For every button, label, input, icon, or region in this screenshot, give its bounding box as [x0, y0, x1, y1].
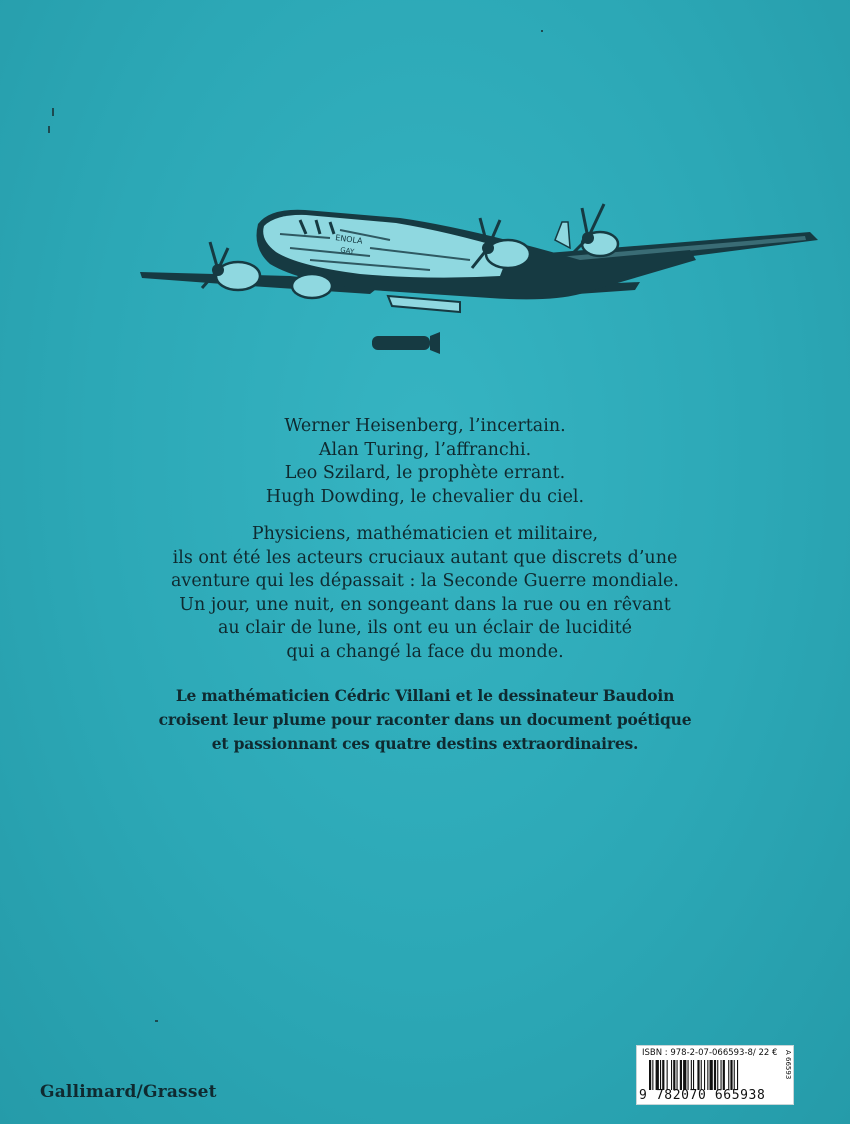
barcode-stripe [680, 1060, 682, 1090]
barcode-stripe [737, 1060, 738, 1090]
barcode-digits: 9 782070 665938 [639, 1088, 766, 1103]
barcode-stripe [707, 1060, 708, 1090]
barcode-stripe [701, 1060, 702, 1090]
barcode-stripe [721, 1060, 722, 1090]
ink-speck [48, 126, 50, 133]
intro-line: Werner Heisenberg, l’incertain. [284, 416, 566, 436]
svg-text:ENOLA: ENOLA [334, 233, 364, 246]
barcode-stripe [717, 1060, 718, 1090]
barcode-label [636, 1045, 794, 1105]
ink-speck [541, 30, 543, 32]
barcode-stripe [710, 1060, 713, 1090]
summary-paragraph [0, 523, 850, 664]
barcode-stripe [677, 1060, 678, 1090]
summary-line: qui a changé la face du monde. [286, 641, 564, 662]
barcode-bars [649, 1060, 777, 1090]
barcode-stripe [734, 1060, 735, 1090]
barcode-stripe [667, 1060, 668, 1090]
barcode-stripe [683, 1060, 686, 1090]
barcode-stripe [673, 1060, 675, 1090]
barcode-stripe [656, 1060, 659, 1090]
summary-line: au clair de lune, ils ont eu un éclair de lucidité [217, 618, 633, 638]
tail-fin [555, 222, 570, 248]
barcode-stripe [697, 1060, 699, 1090]
blurb-line: croisent leur plume pour raconter dans un document poétique [158, 710, 692, 729]
barcode-stripe [730, 1060, 732, 1090]
publisher-name: Gallimard/Grasset [40, 1082, 217, 1102]
summary-line: ils ont été les acteurs cruciaux autant que discrets d’une [172, 547, 678, 568]
ink-speck [155, 1020, 158, 1022]
barcode-stripe [728, 1060, 729, 1090]
barcode-stripe [693, 1060, 694, 1090]
blurb-line: et passionnant ces quatre destins extraordinaires. [211, 734, 639, 753]
intro-line: Leo Szilard, le prophète errant. [284, 463, 566, 483]
summary-line: aventure qui les dépassait : la Seconde Guerre mondiale. [171, 571, 679, 591]
barcode-stripe [704, 1060, 705, 1090]
intro-line: Alan Turing, l’affranchi. [318, 439, 532, 460]
intro-line: Hugh Dowding, le chevalier du ciel. [265, 486, 585, 507]
product-code: A 66593 [784, 1050, 792, 1080]
blurb-line: Le mathématicien Cédric Villani et le dessinateur Baudoin [175, 686, 675, 705]
barcode-stripe [688, 1060, 689, 1090]
barcode-stripe [714, 1060, 716, 1090]
barcode-stripe [723, 1060, 725, 1090]
svg-text:GAY: GAY [339, 246, 355, 256]
authors-blurb [0, 684, 850, 756]
barcode-stripe [660, 1060, 661, 1090]
falling-bomb [372, 332, 440, 354]
barcode-stripe [671, 1060, 672, 1090]
barcode-stripe [691, 1060, 692, 1090]
barcode-stripe [652, 1060, 653, 1090]
isbn-text: ISBN : 978-2-07-066593-8/ 22 € [642, 1048, 778, 1058]
character-list [0, 415, 850, 509]
ink-speck [52, 108, 54, 116]
summary-line: Physiciens, mathématicien et militaire, [251, 524, 599, 544]
barcode-stripe [649, 1060, 651, 1090]
summary-line: Un jour, une nuit, en songeant dans la rue ou en rêvant [179, 594, 671, 615]
barcode-stripe [662, 1060, 664, 1090]
bomber-plane-illustration [130, 190, 830, 360]
